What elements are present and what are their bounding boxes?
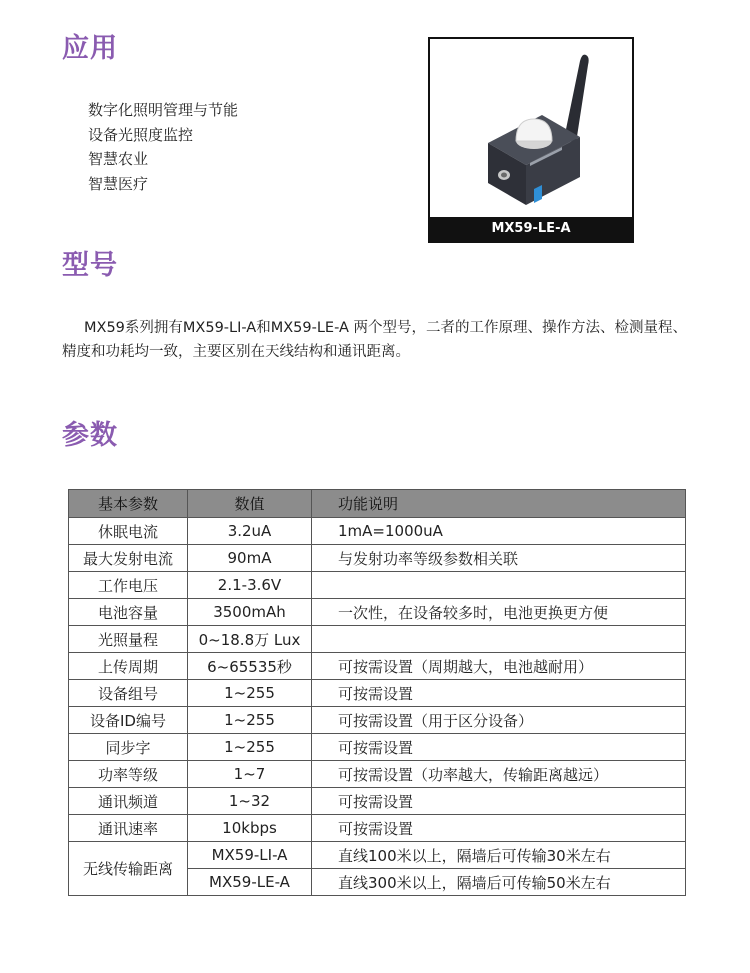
param-value: 1~7 — [188, 761, 312, 788]
model-description: MX59系列拥有MX59-LI-A和MX59-LE-A 两个型号，二者的工作原理、操作方法、检测量程、精度和功耗均一致，主要区别在天线结构和通讯距离。 — [62, 320, 688, 360]
application-item: 数字化照明管理与节能 — [88, 101, 239, 119]
param-desc — [312, 626, 686, 653]
application-item: 智慧农业 — [88, 150, 149, 168]
params-table — [68, 489, 686, 896]
param-name: 通讯频道 — [69, 788, 188, 815]
table-row — [69, 734, 686, 761]
table-row — [69, 707, 686, 734]
param-value: 3.2uA — [188, 518, 312, 545]
param-value: 6~65535秒 — [188, 653, 312, 680]
param-desc: 可按需设置（功率越大，传输距离越远） — [312, 761, 686, 788]
param-name: 功率等级 — [69, 761, 188, 788]
param-name: 最大发射电流 — [69, 545, 188, 572]
header-desc: 功能说明 — [312, 490, 686, 518]
table-row — [69, 815, 686, 842]
param-name: 上传周期 — [69, 653, 188, 680]
param-desc: 可按需设置（周期越大，电池越耐用） — [312, 653, 686, 680]
product-image — [428, 37, 634, 243]
param-desc: 可按需设置 — [312, 680, 686, 707]
table-row — [69, 545, 686, 572]
params-heading: 参数 — [62, 420, 118, 451]
param-name: 休眠电流 — [69, 518, 188, 545]
applications-list — [88, 98, 238, 196]
param-name: 工作电压 — [69, 572, 188, 599]
table-row — [69, 761, 686, 788]
param-value: 2.1-3.6V — [188, 572, 312, 599]
param-desc: 可按需设置 — [312, 734, 686, 761]
param-value: 3500mAh — [188, 599, 312, 626]
application-item: 智慧医疗 — [88, 174, 149, 193]
param-desc: 一次性，在设备较多时，电池更换更方便 — [312, 599, 686, 626]
param-desc: 直线100米以上，隔墙后可传输30米左右 — [312, 842, 686, 869]
table-row — [69, 653, 686, 680]
param-desc: 可按需设置（用于区分设备） — [312, 707, 686, 734]
table-header-row — [69, 490, 686, 518]
param-name: 通讯速率 — [69, 815, 188, 842]
param-name: 无线传输距离 — [69, 842, 188, 896]
param-value: 1~255 — [188, 680, 312, 707]
param-desc: 与发射功率等级参数相关联 — [312, 545, 686, 572]
param-desc: 可按需设置 — [312, 815, 686, 842]
table-row — [69, 842, 686, 869]
param-value: MX59-LE-A — [188, 869, 312, 896]
param-value: 90mA — [188, 545, 312, 572]
param-value: 0~18.8万 Lux — [188, 626, 312, 653]
table-row — [69, 788, 686, 815]
param-value: 1~255 — [188, 734, 312, 761]
antenna-icon — [564, 55, 589, 143]
param-value: 1~32 — [188, 788, 312, 815]
product-caption: MX59-LE-A — [430, 217, 632, 241]
table-row — [69, 572, 686, 599]
param-value: 10kbps — [188, 815, 312, 842]
header-value: 数值 — [188, 490, 312, 518]
table-row — [69, 680, 686, 707]
param-desc — [312, 572, 686, 599]
param-desc: 直线300米以上，隔墙后可传输50米左右 — [312, 869, 686, 896]
param-name: 设备ID编号 — [69, 707, 188, 734]
application-item: 设备光照度监控 — [88, 125, 194, 144]
param-name: 电池容量 — [69, 599, 188, 626]
param-desc: 1mA=1000uA — [312, 518, 686, 545]
param-name: 同步字 — [69, 734, 188, 761]
table-row — [69, 599, 686, 626]
header-param: 基本参数 — [69, 490, 188, 518]
param-value: 1~255 — [188, 707, 312, 734]
table-row — [69, 518, 686, 545]
table-row — [69, 626, 686, 653]
model-heading: 型号 — [62, 250, 118, 281]
param-desc: 可按需设置 — [312, 788, 686, 815]
light-sensor-device-illustration — [430, 39, 634, 221]
applications-heading: 应用 — [62, 33, 118, 64]
param-value: MX59-LI-A — [188, 842, 312, 869]
param-name: 光照量程 — [69, 626, 188, 653]
param-name: 设备组号 — [69, 680, 188, 707]
